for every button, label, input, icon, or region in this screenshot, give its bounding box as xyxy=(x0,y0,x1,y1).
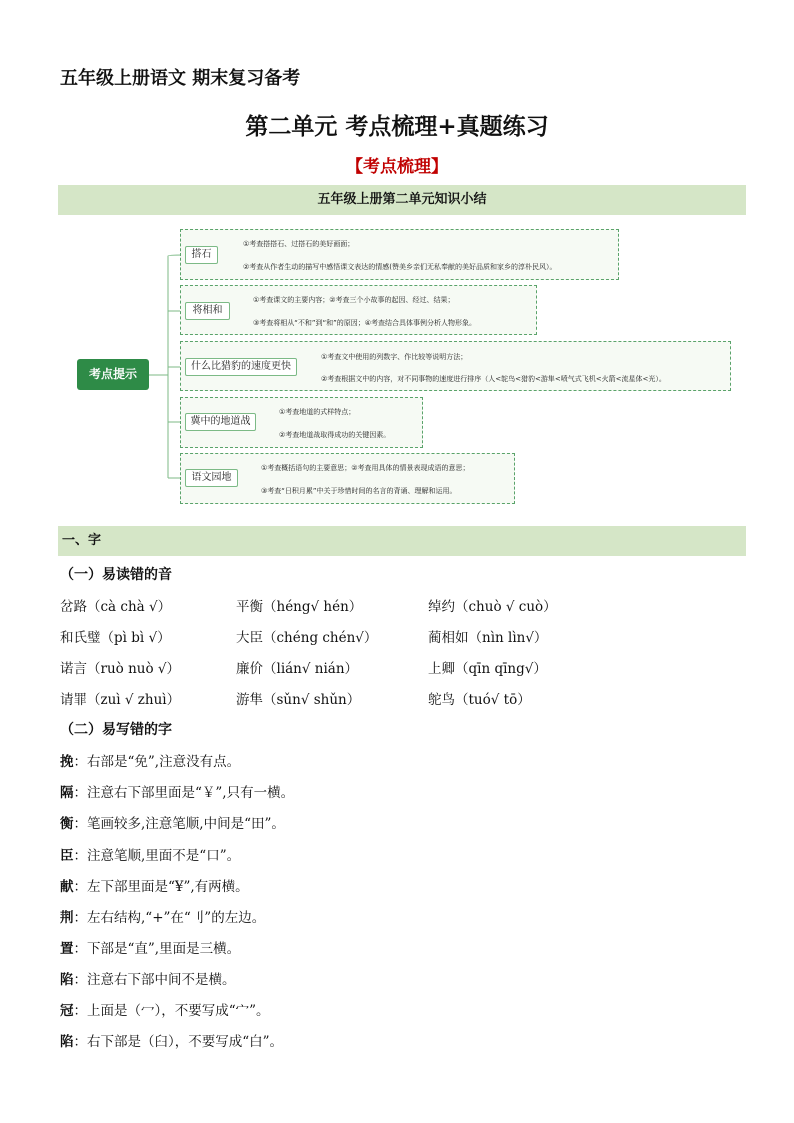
point-1-2: ②考查从作者生动的描写中感悟课文表达的情感(赞美乡亲们无私奉献的美好品质和家乡的淳朴民风）。 xyxy=(243,263,557,271)
point-2-2: ③考查将相从“不和”到“和”的原因；④考查结合具体事例分析人物形象。 xyxy=(253,319,477,327)
char-note: ：上面是（冖），不要写成“宀”。 xyxy=(73,1003,270,1019)
point-3-2: ②考查根据文中的内容，对不同事物的速度进行排序（人<鸵鸟<猎豹<游隼<喷气式飞机<火箭<流星体<光）。 xyxy=(321,375,666,383)
branch-1 xyxy=(180,229,619,280)
char: 挽 xyxy=(60,754,74,770)
topic-2: 将相和 xyxy=(185,302,230,320)
char-note-row xyxy=(60,750,240,770)
point-5-2: ③考查“日积月累”中关于珍惜时间的名言的背诵、理解和运用。 xyxy=(261,487,457,495)
pron-cell: 上卿（qīn qīng√） xyxy=(428,661,547,677)
point-4-2: ②考查地道战取得成功的关键因素。 xyxy=(279,431,391,439)
point-1-1: ①考查搭搭石、过搭石的美好画面； xyxy=(243,240,355,248)
doc-subtitle: 五年级上册语文 期末复习备考 xyxy=(60,68,301,89)
page-title: 第二单元 考点梳理+真题练习 xyxy=(245,113,549,140)
char-note-row xyxy=(60,937,240,957)
char-note: ：右部是“免”,注意没有点。 xyxy=(73,754,241,770)
mindmap xyxy=(0,0,794,520)
char-note-row xyxy=(60,875,249,895)
char: 冠 xyxy=(60,1003,74,1019)
char-note-row xyxy=(60,968,236,988)
summary-bar: 五年级上册第二单元知识小结 xyxy=(58,185,746,215)
char-note-row xyxy=(60,812,285,832)
pron-cell: 廉价（lián√ nián） xyxy=(236,661,359,677)
char-note-row xyxy=(60,906,265,926)
point-4-1: ①考查地道的式样特点； xyxy=(279,408,356,416)
char-note: ：左下部里面是“¥”,有两横。 xyxy=(73,879,249,895)
pron-cell: 岔路（cà chà √） xyxy=(60,599,172,615)
pron-cell: 大臣（chéng chén√） xyxy=(236,630,378,646)
char: 荆 xyxy=(60,910,74,926)
pron-cell: 诺言（ruò nuò √） xyxy=(60,661,180,677)
char-note: ：左右结构,“+”在“刂”的左边。 xyxy=(73,910,266,926)
mindmap-root: 考点提示 xyxy=(77,359,149,390)
pron-cell: 蔺相如（nìn lìn√） xyxy=(428,630,548,646)
char: 衡 xyxy=(60,816,74,832)
topic-1: 搭石 xyxy=(185,246,218,264)
char-note: ：笔画较多,注意笔顺,中间是“田”。 xyxy=(73,816,285,832)
pron-cell: 游隼（sǔn√ shǔn） xyxy=(236,692,361,708)
section-label: 【考点梳理】 xyxy=(346,157,448,177)
subheading-writing: （二）易写错的字 xyxy=(60,722,172,738)
section-heading-bar: 一、字 xyxy=(58,526,746,556)
subheading-pronunciation: （一）易读错的音 xyxy=(60,567,172,583)
pron-cell: 平衡（héng√ hén） xyxy=(236,599,363,615)
char-note: ：注意笔顺,里面不是“口”。 xyxy=(73,848,241,864)
char-note: ：注意右下部中间不是横。 xyxy=(73,972,236,988)
topic-4: 冀中的地道战 xyxy=(185,413,256,431)
char-note-row xyxy=(60,844,240,864)
pron-cell: 请罪（zuì √ zhuì） xyxy=(60,692,181,708)
char-note: ：右下部是（臼），不要写成“白”。 xyxy=(73,1034,284,1050)
char-note-row xyxy=(60,1030,283,1050)
topic-5: 语文园地 xyxy=(185,469,238,487)
pron-cell: 鸵鸟（tuó√ tō） xyxy=(428,692,531,708)
pron-cell: 绰约（chuò √ cuò） xyxy=(428,599,557,615)
char-note-row xyxy=(60,781,294,801)
topic-3: 什么比猎豹的速度更快 xyxy=(185,358,297,376)
char: 置 xyxy=(60,941,74,957)
point-5-1: ①考查概括语句的主要意思；②考查用具体的情景表现成语的意思； xyxy=(261,464,470,472)
char: 陷 xyxy=(60,972,74,988)
char: 隔 xyxy=(60,785,74,801)
point-3-1: ①考查文中使用的列数字、作比较等说明方法； xyxy=(321,353,468,361)
char: 陷 xyxy=(60,1034,74,1050)
pron-cell: 和氏璧（pì bì √） xyxy=(60,630,171,646)
char: 献 xyxy=(60,879,74,895)
char-note-row xyxy=(60,999,270,1019)
point-2-1: ①考查课文的主要内容；②考查三个小故事的起因、经过、结果； xyxy=(253,296,455,304)
char-note: ：下部是“直”,里面是三横。 xyxy=(73,941,241,957)
char: 臣 xyxy=(60,848,74,864)
char-note: ：注意右下部里面是“￥”,只有一横。 xyxy=(73,785,295,801)
